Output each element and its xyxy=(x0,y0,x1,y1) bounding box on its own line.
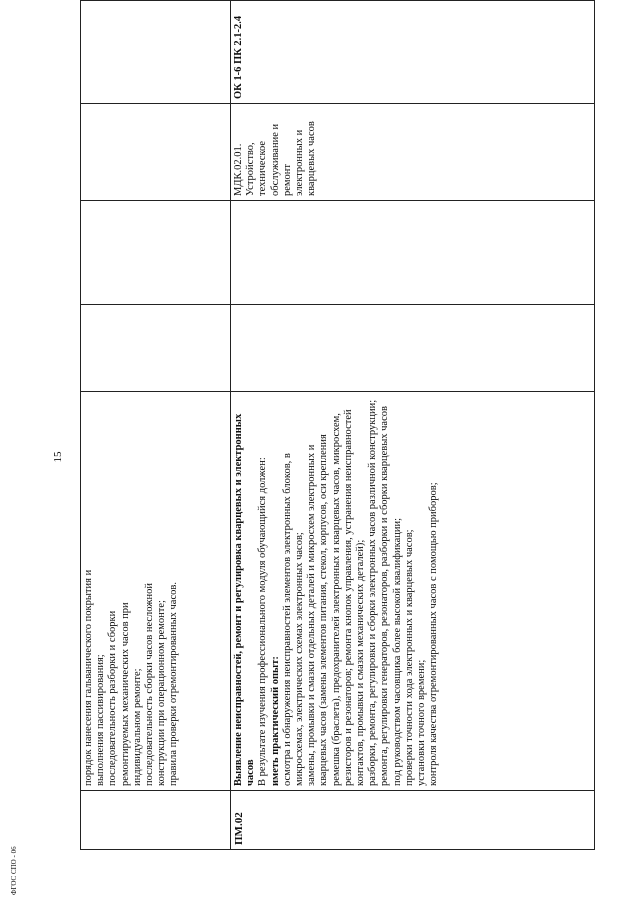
module-code-cell xyxy=(81,791,231,850)
requirement-line: порядок нанесения гальванического покрытия и xyxy=(83,569,94,786)
requirement-line: последовательность сборки часов несложной xyxy=(144,582,156,786)
requirement-line: конструкции при операционном ремонте; xyxy=(156,600,168,786)
requirement-line: выполнения пассивирования; xyxy=(95,654,107,786)
requirement-line: ремонта, регулировки генераторов, резонаторов, разборки и сборки кварцевых часов под руководством часовщика более высокой квалификации; xyxy=(379,406,403,786)
requirement-line: индивидуальном ремонте; xyxy=(131,668,143,786)
empty-cell xyxy=(81,305,231,392)
requirements-cell xyxy=(81,392,231,791)
empty-cell xyxy=(81,201,231,305)
module-code-cell: ПМ.02 xyxy=(231,791,595,850)
rotated-table-page xyxy=(80,15,595,850)
requirement-line: осмотра и обнаружения неисправностей элементов электронных блоков, в микросхемах, электрических схемах электронных часов; xyxy=(281,453,306,786)
module-title: Выявление неисправностей, ремонт и регулировка кварцевых и электронных часов xyxy=(233,413,257,786)
empty-cell xyxy=(231,201,595,305)
competencies-cell xyxy=(81,1,231,104)
module-intro: В результате изучения профессионального модуля обучающийся должен: xyxy=(257,457,269,786)
requirement-line: проверки точности хода электронных и кварцевых часов; xyxy=(403,529,415,786)
mdk-cell: МДК.02.01. Устройство, техническое обслуживание и ремонт электронных и кварцевых часов xyxy=(231,104,595,201)
competencies-cell: ОК 1-6 ПК 2.1-2.4 xyxy=(231,1,595,104)
requirement-line: установки точного времени; xyxy=(416,659,428,786)
requirement-line: замены, промывки и смазки отдельных деталей и микросхем электронных и кварцевых часов (замены элементов питания, стекол, корпусов, оси крепления ремешка (браслета), предохранителей электронных и кварцевых часов, микросхем, резисторов и резонаторов; ремонта кнопок управления, устранения неисправностей контактов, промывки и смазки механических деталей); xyxy=(306,409,367,786)
page-number: 15 xyxy=(52,451,64,463)
requirement-line: последовательность разборки и сборки xyxy=(107,610,119,786)
requirement-line: разборки, ремонта, регулировки и сборки электронных часов различной конструкции; xyxy=(367,399,379,786)
mdk-cell xyxy=(81,104,231,201)
requirement-line: контроля качества отремонтированных часов с помощью приборов; xyxy=(428,482,440,786)
table-row xyxy=(231,1,595,850)
requirement-line: правила проверки отремонтированных часов. xyxy=(168,582,180,786)
empty-cell xyxy=(231,305,595,392)
experience-heading: иметь практический опыт: xyxy=(269,656,281,786)
curriculum-table xyxy=(80,0,595,850)
footer-code: ФГОС СПО - 06 xyxy=(10,846,18,895)
table-row xyxy=(81,1,231,850)
requirement-line: ремонтируемых механических часов при xyxy=(119,602,131,786)
requirements-cell xyxy=(231,392,595,791)
